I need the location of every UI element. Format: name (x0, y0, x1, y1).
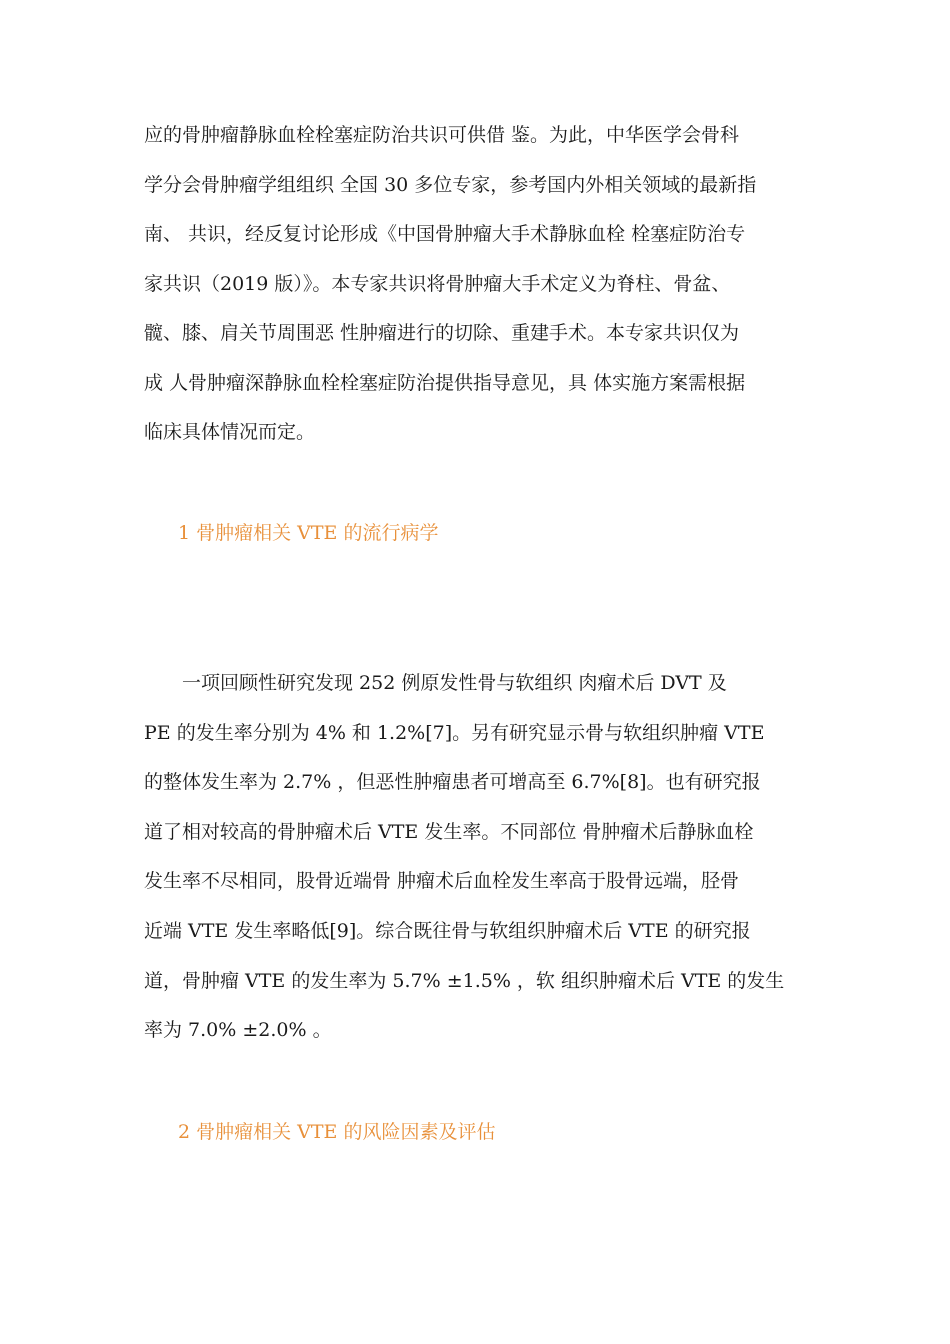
text-line: 成 人骨肿瘤深静脉血栓栓塞症防治提供指导意见，具 体实施方案需根据 (144, 371, 746, 394)
text-line: 一项回顾性研究发现 252 例原发性骨与软组织 肉瘤术后 DVT 及 (182, 672, 727, 694)
text-line: 道了相对较高的骨肿瘤术后 VTE 发生率。不同部位 骨肿瘤术后静脉血栓 (144, 820, 754, 843)
text-line: 学分会骨肿瘤学组组织 全国 30 多位专家，参考国内外相关领域的最新指 (144, 173, 757, 196)
text-line: 南、 共识，经反复讨论形成《中国骨肿瘤大手术静脉血栓 栓塞症防治专 (144, 223, 746, 245)
text-line: 的整体发生率为 2.7% ，但恶性肿瘤患者可增高至 6.7%[8]。也有研究报 (144, 771, 761, 794)
text-line: 近端 VTE 发生率略低[9]。综合既往骨与软组织肿瘤术后 VTE 的研究报 (144, 919, 751, 942)
text-line: 家共识（2019 版）》。本专家共识将骨肿瘤大手术定义为脊柱、骨盆、 (144, 272, 731, 295)
text-line: 应的骨肿瘤静脉血栓栓塞症防治共识可供借 鉴。为此，中华医学会骨科 (144, 124, 740, 146)
section-heading-epidemiology: 1 骨肿瘤相关 VTE 的流行病学 (178, 522, 439, 544)
text-line: 道，骨肿瘤 VTE 的发生率为 5.7% ±1.5% ，软 组织肿瘤术后 VTE 的发生 (144, 969, 785, 992)
section-heading-risk-factors: 2 骨肿瘤相关 VTE 的风险因素及评估 (178, 1121, 496, 1143)
text-line: 临床具体情况而定。 (144, 421, 316, 443)
paragraph-consensus-intro (144, 111, 814, 458)
text-line: 发生率不尽相同，股骨近端骨 肿瘤术后血栓发生率高于股骨远端，胫骨 (144, 870, 740, 893)
text-line: PE 的发生率分别为 4% 和 1.2%[7]。另有研究显示骨与软组织肿瘤 VTE (144, 721, 765, 744)
text-line: 髋、膝、肩关节周围恶 性肿瘤进行的切除、重建手术。本专家共识仅为 (144, 322, 740, 344)
paragraph-epidemiology (144, 659, 814, 1056)
text-line: 率为 7.0% ±2.0% 。 (144, 1019, 332, 1042)
